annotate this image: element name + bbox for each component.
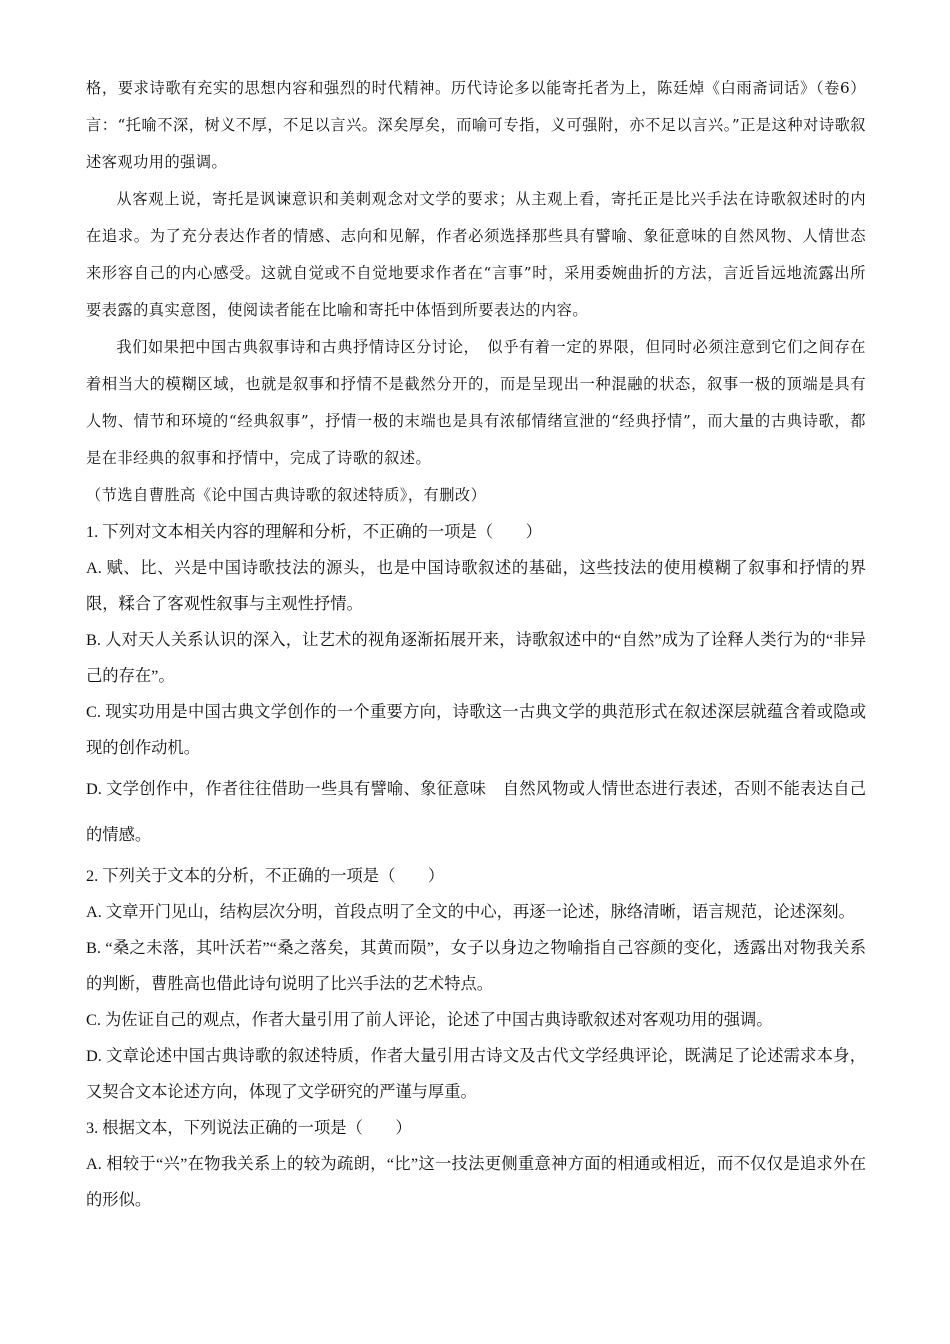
question-stem: 3. 根据文本，下列说法正确的一项是（ ）	[86, 1118, 412, 1137]
option-c: C. 为佐证自己的观点，作者大量引用了前人评论，论述了中国古典诗歌叙述对客观功用的强调。	[86, 1010, 773, 1029]
option-a: A. 相较于“兴”在物我关系上的较为疏朗，“比”这一技法更侧重意神方面的相通或相近，而不仅仅是追求外在的形似。	[86, 1154, 866, 1209]
question-list	[86, 514, 866, 1218]
option-d: D. 文章论述中国古典诗歌的叙述特质，作者大量引用古诗文及古代文学经典评论，既满足了论述需求本身，又契合文本论述方向，体现了文学研究的严谨与厚重。	[86, 1046, 866, 1101]
question-2	[86, 858, 866, 1110]
option-d: D. 文学创作中，作者往往借助一些具有譬喻、象征意味 自然风物或人情世态进行表述，否则不能表达自己的情感。	[86, 779, 866, 844]
option-b: B. “桑之未落，其叶沃若”“桑之落矣，其黄而陨”，女子以身边之物喻指自己容颜的变化，透露出对物我关系的判断，曹胜高也借此诗句说明了比兴手法的艺术特点。	[86, 938, 866, 993]
reading-passage	[86, 70, 866, 514]
option-a: A. 赋、比、兴是中国诗歌技法的源头，也是中国诗歌叙述的基础，这些技法的使用模糊了叙事和抒情的界限，糅合了客观性叙事与主观性抒情。	[86, 558, 866, 613]
option-a: A. 文章开门见山，结构层次分明，首段点明了全文的中心，再逐一论述，脉络清晰，语言规范，论述深刻。	[86, 902, 855, 921]
document-page	[86, 70, 866, 1218]
passage-source: （节选自曹胜高《论中国古典诗歌的叙述特质》，有删改）	[86, 486, 487, 504]
passage-paragraph: 从客观上说，寄托是讽谏意识和美刺观念对文学的要求；从主观上看，寄托正是比兴手法在诗歌叙述时的内在追求。为了充分表达作者的情感、志向和见解，作者必须选择那些具有譬喻、象征意味的自然风物、人情世态来形容自己的内心感受。这就自觉或不自觉地要求作者在“言事”时，采用委婉曲折的方法，言近旨远地流露出所要表露的真实意图，使阅读者能在比喻和寄托中体悟到所要表达的内容。	[86, 190, 866, 319]
question-3	[86, 1110, 866, 1218]
option-b: B. 人对天人关系认识的深入，让艺术的视角逐渐拓展开来，诗歌叙述中的“自然”成为了诠释人类行为的“非异己的存在”。	[86, 630, 866, 685]
question-stem: 1. 下列对文本相关内容的理解和分析，不正确的一项是（ ）	[86, 522, 542, 541]
passage-paragraph: 我们如果把中国古典叙事诗和古典抒情诗区分讨论， 似乎有着一定的界限，但同时必须注意到它们之间存在着相当大的模糊区域，也就是叙事和抒情不是截然分开的，而是呈现出一种混融的状态，叙事一极的顶端是具有人物、情节和环境的“经典叙事”，抒情一极的末端也是具有浓郁情绪宣泄的“经典抒情”，而大量的古典诗歌，都是在非经典的叙事和抒情中，完成了诗歌的叙述。	[86, 338, 866, 467]
question-stem: 2. 下列关于文本的分析，不正确的一项是（ ）	[86, 866, 445, 885]
question-1	[86, 514, 866, 858]
passage-paragraph: 格，要求诗歌有充实的思想内容和强烈的时代精神。历代诗论多以能寄托者为上，陈廷焯《白雨斋词话》（卷6）言：“托喻不深，树义不厚，不足以言兴。深矣厚矣，而喻可专指，义可强附，亦不足以言兴。”正是这种对诗歌叙述客观功用的强调。	[86, 79, 866, 171]
option-c: C. 现实功用是中国古典文学创作的一个重要方向，诗歌这一古典文学的典范形式在叙述深层就蕴含着或隐或现的创作动机。	[86, 702, 866, 757]
